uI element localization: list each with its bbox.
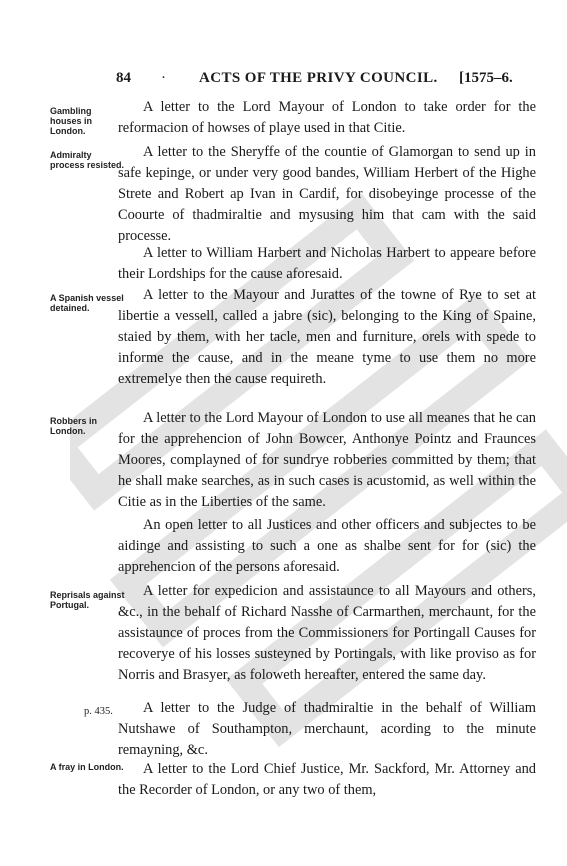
page-number: 84 [116,70,131,86]
entry-paragraph: A letter to the Judge of thadmiraltie in the behalf of William Nutshawe of Southampton, merchaunt, acording to the minute remayning, &c. [118,700,536,758]
entry-paragraph: A letter for expedicion and assistaunce to all Mayours and others, &c., in the behalf of Richard Nasshe of Carmarthen, merchaunt, for the assistaunce of proces from the Commissioners for Portingall Causes for recoverye of his losses susteyned by Portingals, with like proviso as for Norris and Brasyer, as foloweth hereafter, entered the same day. [118,583,536,683]
entry-paragraph: A letter to the Lord Mayour of London to take order for the reformacion of howses of playe used in that Citie. [118,99,536,136]
entry-paragraph: A letter to William Harbert and Nicholas Harbert to appeare before their Lordships for the cause aforesaid. [118,245,536,282]
margin-note: A Spanish vessel detained. [50,293,124,313]
entry-paragraph: An open letter to all Justices and other officers and subjectes to be aidinge and assisting to such a one as shalbe sent for for (sic) the apprehencion of the persons aforesaid. [118,517,536,575]
margin-note: A fray in London. [50,762,124,772]
margin-note: Reprisals against Portugal. [50,590,125,610]
entry-paragraph: A letter to the Mayour and Jurattes of the towne of Rye to set at libertie a vessell, called a jabre (sic), belonging to the King of Spaine, staied by them, with her tacle, men and furniture, orels with spede to informe the cause, and in the meane tyme to use them no more extremelye then the cause requireth. [118,287,536,387]
margin-note: Admiralty process resisted. [50,150,125,170]
margin-note: Gambling houses in London. [50,106,93,136]
header-separator: · [161,70,166,86]
entry-paragraph: A letter to the Lord Chief Justice, Mr. Sackford, Mr. Attorney and the Recorder of London, or any two of them, [118,761,536,798]
entry-paragraph: A letter to the Sheryffe of the countie of Glamorgan to send up in safe kepinge, or under very good bandes, William Herbert of the Highe Strete and Robert ap Ivan in Cardif, for disobeyinge processe of the Coourte of thadmiraltie and mysusing him that cam with the said processe. [118,144,536,244]
running-year: [1575–6. [459,70,513,86]
margin-note: Robbers in London. [50,416,98,436]
page-reference: p. 435. [84,706,113,717]
entry-paragraph: A letter to the Lord Mayour of London to use all meanes that he can for the apprehencion of John Bowcer, Anthonye Pointz and Fraunces Moores, complayned of for sundrye robberies committed by them; that he shall make searches, as in such cases is acustomid, as well within the Citie as in the Liberties of the same. [118,410,536,510]
running-title: ACTS OF THE PRIVY COUNCIL. [199,70,438,86]
page-header [0,70,567,90]
